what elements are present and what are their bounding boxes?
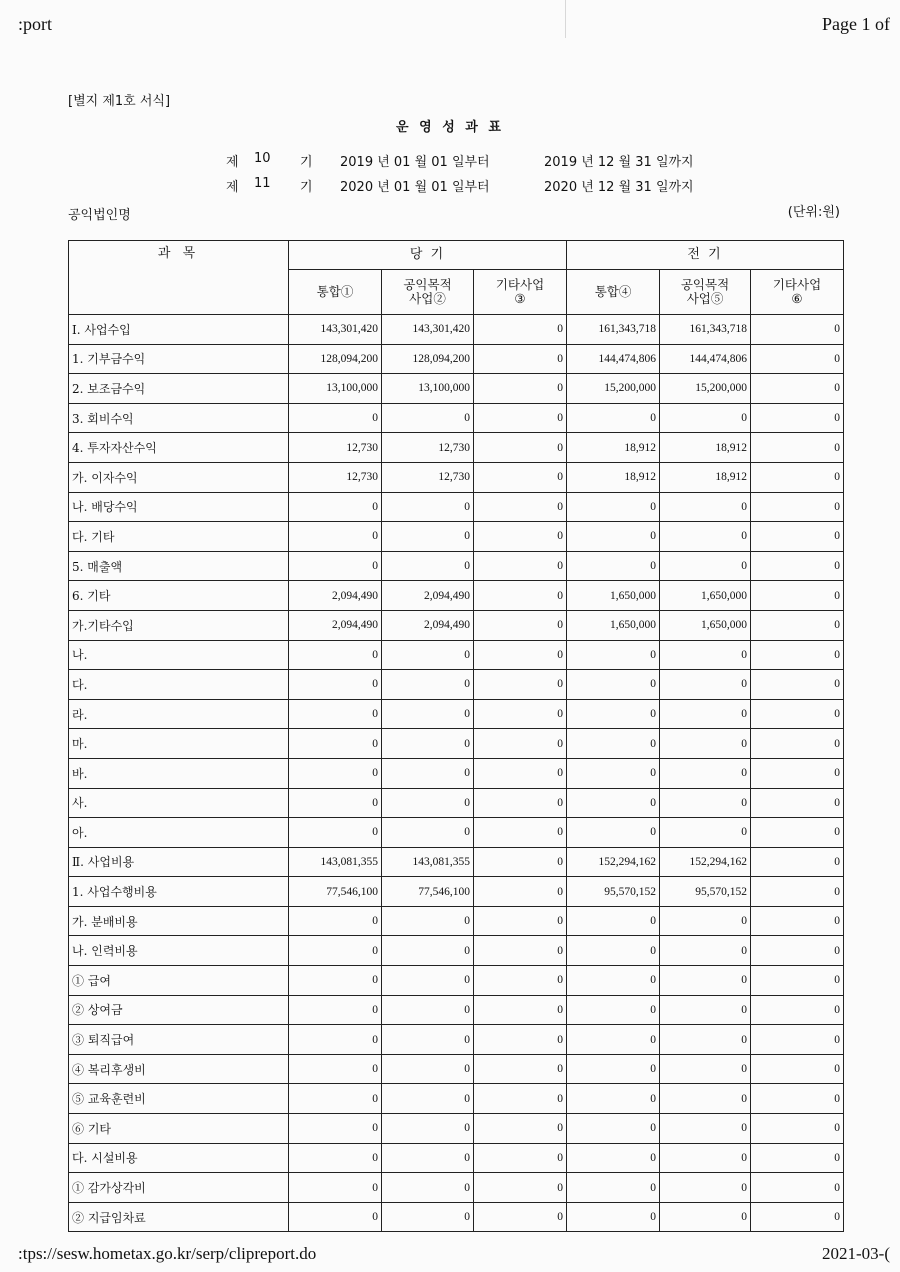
header-previous-period: 전 기	[567, 241, 844, 270]
amount-cell: 143,301,420	[382, 315, 474, 345]
row-label: 6. 기타	[69, 581, 289, 611]
amount-cell: 0	[660, 906, 751, 936]
amount-cell: 77,546,100	[289, 877, 382, 907]
amount-cell: 0	[751, 729, 844, 759]
amount-cell: 0	[751, 1173, 844, 1203]
print-header-page-number: Page 1 of	[822, 14, 890, 34]
amount-cell: 0	[751, 758, 844, 788]
table-row	[69, 995, 844, 1025]
amount-cell: 0	[474, 1025, 567, 1055]
amount-cell: 144,474,806	[660, 344, 751, 374]
fiscal-period-1	[0, 151, 900, 169]
amount-cell: 0	[751, 581, 844, 611]
amount-cell: 0	[289, 758, 382, 788]
amount-cell: 0	[382, 522, 474, 552]
amount-cell: 0	[382, 1054, 474, 1084]
amount-cell: 0	[474, 877, 567, 907]
amount-cell: 0	[474, 906, 567, 936]
table-row	[69, 344, 844, 374]
amount-cell: 0	[382, 492, 474, 522]
amount-cell: 0	[751, 462, 844, 492]
amount-cell: 0	[660, 1084, 751, 1114]
amount-cell: 2,094,490	[289, 610, 382, 640]
amount-cell: 128,094,200	[289, 344, 382, 374]
amount-cell: 12,730	[289, 462, 382, 492]
amount-cell: 0	[474, 758, 567, 788]
document-title: 운 영 성 과 표	[396, 120, 504, 135]
amount-cell: 0	[289, 1114, 382, 1144]
amount-cell: 0	[289, 492, 382, 522]
amount-cell: 0	[289, 1054, 382, 1084]
amount-cell: 0	[567, 906, 660, 936]
amount-cell: 143,081,355	[289, 847, 382, 877]
amount-cell: 0	[660, 788, 751, 818]
amount-cell: 0	[660, 966, 751, 996]
row-label: 나. 인력비용	[69, 936, 289, 966]
fiscal-period-2	[0, 176, 900, 194]
row-label: ④ 복리후생비	[69, 1054, 289, 1084]
amount-cell: 0	[567, 670, 660, 700]
amount-cell: 0	[289, 1025, 382, 1055]
amount-cell: 0	[382, 818, 474, 848]
table-row	[69, 936, 844, 966]
period-suffix: 기	[300, 180, 313, 195]
amount-cell: 2,094,490	[382, 610, 474, 640]
row-label: 다. 시설비용	[69, 1143, 289, 1173]
amount-cell: 0	[567, 729, 660, 759]
row-label: 마.	[69, 729, 289, 759]
amount-cell: 0	[474, 1084, 567, 1114]
row-label: 2. 보조금수익	[69, 374, 289, 404]
amount-cell: 0	[289, 1202, 382, 1232]
table-row	[69, 462, 844, 492]
amount-cell: 12,730	[382, 462, 474, 492]
amount-cell: 0	[660, 640, 751, 670]
amount-cell: 0	[382, 729, 474, 759]
amount-cell: 0	[474, 1143, 567, 1173]
amount-cell: 0	[660, 1114, 751, 1144]
row-label: 사.	[69, 788, 289, 818]
row-label: ⑤ 교육훈련비	[69, 1084, 289, 1114]
table-row	[69, 1202, 844, 1232]
row-label: 5. 매출액	[69, 551, 289, 581]
amount-cell: 0	[751, 818, 844, 848]
amount-cell: 144,474,806	[567, 344, 660, 374]
amount-cell: 0	[474, 1114, 567, 1144]
amount-cell: 0	[751, 877, 844, 907]
amount-cell: 0	[289, 936, 382, 966]
header-current-period: 당 기	[289, 241, 567, 270]
amount-cell: 0	[474, 403, 567, 433]
amount-cell: 0	[567, 640, 660, 670]
row-label: ① 감가상각비	[69, 1173, 289, 1203]
header-column	[567, 270, 660, 315]
table-row	[69, 966, 844, 996]
amount-cell: 0	[751, 906, 844, 936]
amount-cell: 0	[567, 551, 660, 581]
amount-cell: 0	[474, 995, 567, 1025]
amount-cell: 0	[660, 818, 751, 848]
row-label: Ⅱ. 사업비용	[69, 847, 289, 877]
amount-cell: 12,730	[382, 433, 474, 463]
amount-cell: 0	[474, 1202, 567, 1232]
amount-cell: 0	[660, 1025, 751, 1055]
table-row	[69, 758, 844, 788]
table-row	[69, 374, 844, 404]
amount-cell: 0	[474, 581, 567, 611]
row-label: ⑥ 기타	[69, 1114, 289, 1144]
table-row	[69, 729, 844, 759]
amount-cell: 0	[474, 788, 567, 818]
amount-cell: 12,730	[289, 433, 382, 463]
amount-cell: 0	[660, 1143, 751, 1173]
amount-cell: 0	[474, 610, 567, 640]
corp-name-label: 공익법인명	[68, 208, 131, 223]
amount-cell: 0	[289, 818, 382, 848]
header-column	[382, 270, 474, 315]
row-label: 3. 회비수익	[69, 403, 289, 433]
amount-cell: 0	[382, 995, 474, 1025]
amount-cell: 0	[751, 847, 844, 877]
amount-cell: 13,100,000	[382, 374, 474, 404]
amount-cell: 0	[382, 758, 474, 788]
table-row	[69, 433, 844, 463]
amount-cell: 161,343,718	[567, 315, 660, 345]
amount-cell: 0	[567, 403, 660, 433]
row-label: Ⅰ. 사업수입	[69, 315, 289, 345]
table-row	[69, 1143, 844, 1173]
header-column	[474, 270, 567, 315]
amount-cell: 0	[382, 1025, 474, 1055]
amount-cell: 0	[289, 966, 382, 996]
amount-cell: 143,301,420	[289, 315, 382, 345]
amount-cell: 0	[382, 403, 474, 433]
table-row	[69, 403, 844, 433]
table-row	[69, 1025, 844, 1055]
row-label: 1. 사업수행비용	[69, 877, 289, 907]
header-column	[751, 270, 844, 315]
amount-cell: 0	[751, 551, 844, 581]
period-prefix: 제	[226, 155, 239, 170]
header-column-line1: 통합①	[316, 284, 354, 299]
period-from: 2020 년 01 월 01 일부터	[340, 180, 490, 195]
amount-cell: 0	[382, 1084, 474, 1114]
table-row	[69, 1054, 844, 1084]
table-row	[69, 522, 844, 552]
amount-cell: 0	[751, 403, 844, 433]
amount-cell: 0	[660, 699, 751, 729]
amount-cell: 0	[751, 936, 844, 966]
amount-cell: 0	[660, 522, 751, 552]
amount-cell: 0	[660, 551, 751, 581]
amount-cell: 0	[751, 699, 844, 729]
amount-cell: 0	[567, 1202, 660, 1232]
amount-cell: 0	[474, 551, 567, 581]
table-row	[69, 581, 844, 611]
table-row	[69, 877, 844, 907]
header-column-line1: 기타사업	[495, 277, 545, 292]
amount-cell: 77,546,100	[382, 877, 474, 907]
row-label: 나. 배당수익	[69, 492, 289, 522]
amount-cell: 2,094,490	[382, 581, 474, 611]
amount-cell: 0	[474, 818, 567, 848]
amount-cell: 0	[660, 1173, 751, 1203]
row-label: 4. 투자자산수익	[69, 433, 289, 463]
amount-cell: 0	[567, 936, 660, 966]
amount-cell: 0	[567, 1054, 660, 1084]
period-to: 2020 년 12 월 31 일까지	[544, 180, 694, 195]
header-column-line2: ③	[514, 291, 526, 306]
amount-cell: 0	[751, 1202, 844, 1232]
header-column-line2: ⑥	[791, 291, 803, 306]
amount-cell: 0	[567, 966, 660, 996]
header-column-line1: 공익목적	[680, 277, 730, 292]
header-column-line1: 기타사업	[772, 277, 822, 292]
table-row	[69, 1173, 844, 1203]
amount-cell: 0	[751, 610, 844, 640]
table-row	[69, 551, 844, 581]
table-row	[69, 670, 844, 700]
period-suffix: 기	[300, 155, 313, 170]
amount-cell: 0	[751, 433, 844, 463]
row-label: 다.	[69, 670, 289, 700]
header-column-line2: 사업②	[409, 291, 446, 306]
row-label: 다. 기타	[69, 522, 289, 552]
amount-cell: 0	[751, 1114, 844, 1144]
row-label: 나.	[69, 640, 289, 670]
amount-cell: 0	[289, 1143, 382, 1173]
amount-cell: 0	[289, 1173, 382, 1203]
amount-cell: 95,570,152	[567, 877, 660, 907]
amount-cell: 18,912	[660, 433, 751, 463]
amount-cell: 1,650,000	[567, 581, 660, 611]
amount-cell: 1,650,000	[567, 610, 660, 640]
amount-cell: 0	[382, 640, 474, 670]
amount-cell: 0	[751, 1143, 844, 1173]
table-row	[69, 1114, 844, 1144]
amount-cell: 0	[474, 699, 567, 729]
amount-cell: 0	[289, 995, 382, 1025]
row-label: ① 급여	[69, 966, 289, 996]
amount-cell: 0	[751, 374, 844, 404]
amount-cell: 0	[660, 492, 751, 522]
amount-cell: 0	[474, 522, 567, 552]
amount-cell: 0	[474, 729, 567, 759]
amount-cell: 0	[289, 522, 382, 552]
amount-cell: 0	[751, 522, 844, 552]
header-column-line1: 공익목적	[403, 277, 452, 292]
amount-cell: 0	[751, 788, 844, 818]
amount-cell: 0	[382, 1202, 474, 1232]
amount-cell: 0	[474, 1054, 567, 1084]
row-label: 가.기타수입	[69, 610, 289, 640]
amount-cell: 0	[660, 1054, 751, 1084]
amount-cell: 0	[382, 906, 474, 936]
amount-cell: 0	[382, 936, 474, 966]
amount-cell: 152,294,162	[660, 847, 751, 877]
amount-cell: 0	[289, 729, 382, 759]
period-from: 2019 년 01 월 01 일부터	[340, 155, 490, 170]
table-row	[69, 640, 844, 670]
amount-cell: 0	[382, 788, 474, 818]
amount-cell: 0	[382, 551, 474, 581]
header-column-line2: 사업⑤	[686, 291, 724, 306]
amount-cell: 0	[474, 374, 567, 404]
table-row	[69, 847, 844, 877]
table-row	[69, 788, 844, 818]
amount-cell: 15,200,000	[660, 374, 751, 404]
amount-cell: 0	[567, 522, 660, 552]
amount-cell: 0	[751, 640, 844, 670]
period-prefix: 제	[226, 180, 239, 195]
amount-cell: 18,912	[567, 433, 660, 463]
amount-cell: 0	[382, 966, 474, 996]
amount-cell: 0	[751, 1054, 844, 1084]
amount-cell: 0	[567, 699, 660, 729]
form-number: [별지 제1호 서식]	[68, 94, 171, 109]
amount-cell: 0	[382, 699, 474, 729]
table-row	[69, 818, 844, 848]
table-row	[69, 492, 844, 522]
amount-cell: 0	[567, 818, 660, 848]
amount-cell: 0	[474, 344, 567, 374]
row-label: 라.	[69, 699, 289, 729]
table-row	[69, 1084, 844, 1114]
amount-cell: 0	[567, 788, 660, 818]
amount-cell: 18,912	[660, 462, 751, 492]
amount-cell: 0	[567, 1114, 660, 1144]
amount-cell: 0	[289, 1084, 382, 1114]
row-label: 가. 이자수익	[69, 462, 289, 492]
amount-cell: 0	[751, 995, 844, 1025]
table-row	[69, 315, 844, 345]
amount-cell: 0	[289, 788, 382, 818]
amount-cell: 0	[567, 1084, 660, 1114]
row-label: ② 지급임차료	[69, 1202, 289, 1232]
row-label: 바.	[69, 758, 289, 788]
amount-cell: 0	[751, 1084, 844, 1114]
amount-cell: 0	[751, 315, 844, 345]
amount-cell: 0	[751, 966, 844, 996]
row-label: ② 상여금	[69, 995, 289, 1025]
table-row	[69, 610, 844, 640]
amount-cell: 152,294,162	[567, 847, 660, 877]
amount-cell: 0	[567, 1025, 660, 1055]
header-column	[660, 270, 751, 315]
amount-cell: 0	[660, 936, 751, 966]
amount-cell: 0	[567, 1143, 660, 1173]
row-label: 1. 기부금수익	[69, 344, 289, 374]
amount-cell: 95,570,152	[660, 877, 751, 907]
print-footer-date: 2021-03-(	[822, 1244, 890, 1263]
amount-cell: 18,912	[567, 462, 660, 492]
header-column	[289, 270, 382, 315]
scan-fold-line	[565, 0, 566, 38]
amount-cell: 143,081,355	[382, 847, 474, 877]
amount-cell: 0	[382, 1114, 474, 1144]
amount-cell: 0	[474, 847, 567, 877]
amount-cell: 1,650,000	[660, 610, 751, 640]
amount-cell: 0	[474, 966, 567, 996]
amount-cell: 0	[382, 1143, 474, 1173]
amount-cell: 0	[382, 670, 474, 700]
header-subject: 과 목	[69, 241, 289, 315]
amount-cell: 0	[474, 936, 567, 966]
amount-cell: 0	[660, 758, 751, 788]
amount-cell: 0	[660, 729, 751, 759]
amount-cell: 0	[751, 492, 844, 522]
period-number: 10	[254, 151, 271, 166]
amount-cell: 0	[474, 1173, 567, 1203]
amount-cell: 0	[660, 403, 751, 433]
amount-cell: 0	[474, 433, 567, 463]
amount-cell: 0	[660, 1202, 751, 1232]
amount-cell: 0	[567, 1173, 660, 1203]
amount-cell: 128,094,200	[382, 344, 474, 374]
amount-cell: 0	[567, 995, 660, 1025]
amount-cell: 15,200,000	[567, 374, 660, 404]
row-label: ③ 퇴직급여	[69, 1025, 289, 1055]
amount-cell: 0	[660, 670, 751, 700]
amount-cell: 2,094,490	[289, 581, 382, 611]
amount-cell: 161,343,718	[660, 315, 751, 345]
print-footer-url: :tps://sesw.hometax.go.kr/serp/clipreport.do	[18, 1244, 317, 1263]
amount-cell: 0	[289, 670, 382, 700]
period-to: 2019 년 12 월 31 일까지	[544, 155, 694, 170]
amount-cell: 0	[567, 492, 660, 522]
amount-cell: 0	[289, 906, 382, 936]
amount-cell: 0	[660, 995, 751, 1025]
unit-label: (단위:원)	[787, 205, 840, 220]
amount-cell: 0	[474, 315, 567, 345]
amount-cell: 0	[751, 1025, 844, 1055]
amount-cell: 1,650,000	[660, 581, 751, 611]
amount-cell: 0	[289, 640, 382, 670]
header-column-line1: 통합④	[594, 284, 632, 299]
operating-results-table	[68, 240, 844, 1232]
period-number: 11	[254, 176, 271, 191]
amount-cell: 0	[474, 462, 567, 492]
amount-cell: 0	[567, 758, 660, 788]
amount-cell: 0	[289, 699, 382, 729]
amount-cell: 13,100,000	[289, 374, 382, 404]
table-body	[69, 315, 844, 1232]
amount-cell: 0	[751, 670, 844, 700]
amount-cell: 0	[289, 403, 382, 433]
amount-cell: 0	[474, 670, 567, 700]
print-header-left: :port	[18, 14, 52, 34]
table-row	[69, 699, 844, 729]
amount-cell: 0	[289, 551, 382, 581]
amount-cell: 0	[474, 492, 567, 522]
amount-cell: 0	[751, 344, 844, 374]
amount-cell: 0	[382, 1173, 474, 1203]
row-label: 아.	[69, 818, 289, 848]
row-label: 가. 분배비용	[69, 906, 289, 936]
table-row	[69, 906, 844, 936]
amount-cell: 0	[474, 640, 567, 670]
